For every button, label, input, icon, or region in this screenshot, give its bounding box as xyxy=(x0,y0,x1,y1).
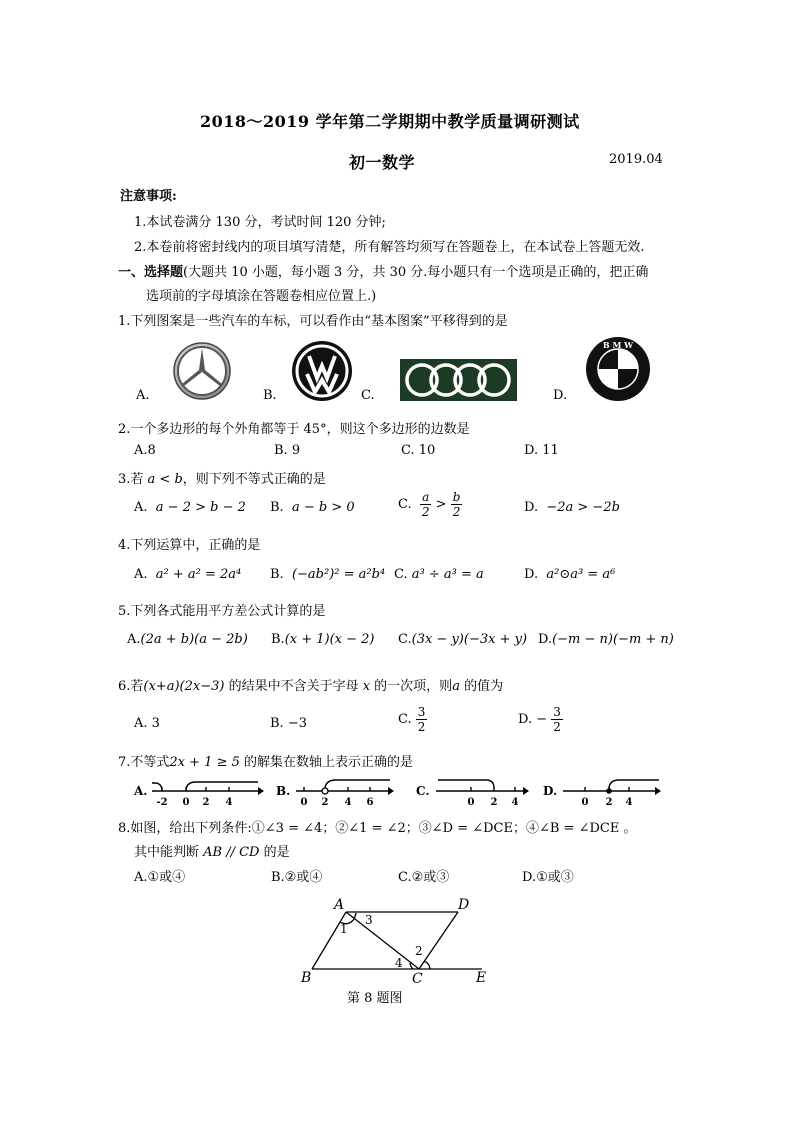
bmw-logo-icon xyxy=(585,336,651,402)
q5-option-c-label: C. xyxy=(398,632,412,647)
note-item-2: 2.本卷前将密封线内的项目填写清楚，所有解答均须写在答题卷上，在本试卷上答题无效. xyxy=(134,240,645,255)
angle-3-label: 3 xyxy=(365,913,373,927)
q8-option-a[interactable]: A.①或④ xyxy=(134,870,186,885)
q3-stem-suffix: ，则下列不等式正确的是 xyxy=(182,472,326,487)
question-7-stem xyxy=(118,751,413,770)
q8-geometry-figure xyxy=(296,893,496,983)
q7b-tick-1: 0 xyxy=(300,797,308,808)
q3-option-b-expr: a − b > 0 xyxy=(291,500,355,515)
q8-stem-line2-suffix: 的是 xyxy=(259,845,290,860)
q7a-tick-4: 4 xyxy=(225,797,233,808)
q7-option-c-number-line xyxy=(416,774,531,808)
q4-option-c-label: C. xyxy=(394,567,408,582)
q8-stem-line2-math: AB // CD xyxy=(203,845,260,860)
q7b-tick-4: 6 xyxy=(366,797,374,808)
q4-option-c[interactable] xyxy=(394,567,484,582)
question-8-stem-line2 xyxy=(134,841,290,860)
point-b-label: B xyxy=(301,970,312,983)
section1-desc-line2: 选项前的字母填涂在答题卷相应位置上.) xyxy=(146,289,377,304)
q7-option-c-label: C. xyxy=(416,784,430,798)
q5-option-a[interactable] xyxy=(127,632,248,647)
volkswagen-logo-icon xyxy=(291,340,353,402)
exam-date: 2019.04 xyxy=(609,152,663,167)
q6-stem-mid: 的结果中不含关于字母 xyxy=(224,679,363,694)
bmw-logo-text: B M W xyxy=(602,340,634,350)
q3-option-a-expr: a − 2 > b − 2 xyxy=(155,500,246,515)
q3-option-b-label: B. xyxy=(270,500,284,515)
question-4-stem: 4.下列运算中，正确的是 xyxy=(118,538,261,553)
q5-option-d-label: D. xyxy=(538,632,553,647)
angle-4-label: 4 xyxy=(395,956,403,970)
q5-option-a-label: A. xyxy=(127,632,141,647)
question-5-stem: 5.下列各式能用平方差公式计算的是 xyxy=(118,604,326,619)
q1-option-c[interactable]: C. xyxy=(361,388,375,403)
q7-stem-prefix: 7.不等式 xyxy=(118,755,170,770)
q6-option-d-label: D. − xyxy=(518,712,548,727)
section1-prefix: 一、 xyxy=(118,265,145,280)
q6-option-b[interactable]: B. −3 xyxy=(270,716,307,731)
q7-option-d[interactable] xyxy=(543,774,663,808)
q3-option-b[interactable] xyxy=(270,500,355,515)
point-d-label: D xyxy=(458,897,470,913)
q3-option-d[interactable] xyxy=(524,500,620,515)
q7a-tick-3: 2 xyxy=(202,797,210,808)
question-2-stem: 2.一个多边形的每个外角都等于 45°，则这个多边形的边数是 xyxy=(118,422,470,437)
q7-option-a[interactable] xyxy=(134,774,264,808)
q7c-tick-2: 2 xyxy=(490,797,498,808)
q2-option-b[interactable]: B. 9 xyxy=(274,443,301,458)
q1-option-a[interactable]: A. xyxy=(136,388,150,403)
q5-option-d-expr: (−m − n)(−m + n) xyxy=(552,632,674,647)
angle-1-label: 1 xyxy=(340,922,348,936)
q6-stem-math: (x+a)(2x−3) xyxy=(143,679,225,694)
q4-option-c-expr: a³ ÷ a³ = a xyxy=(411,567,484,582)
question-6-stem xyxy=(118,675,503,694)
q7-option-c[interactable] xyxy=(416,774,531,808)
q4-option-a[interactable] xyxy=(134,567,241,582)
q3-option-c-frac-b: $\frac{b}{2}$ xyxy=(452,490,461,519)
q7-option-a-number-line xyxy=(134,774,264,808)
q5-option-c[interactable] xyxy=(398,632,527,647)
q2-option-d[interactable]: D. 11 xyxy=(524,443,559,458)
q7d-tick-1: 0 xyxy=(581,797,589,808)
q7-stem-math: 2x + 1 ≥ 5 xyxy=(169,755,240,770)
q8-stem-line2-prefix: 其中能判断 xyxy=(134,845,204,860)
q3-stem-prefix: 3.若 xyxy=(118,472,148,487)
q5-option-a-expr: (2a + b)(a − 2b) xyxy=(140,632,248,647)
q4-option-a-expr: a² + a² = 2a⁴ xyxy=(155,567,242,582)
q5-option-b-label: B. xyxy=(271,632,285,647)
point-c-label: C xyxy=(412,971,423,983)
q7-option-d-label: D. xyxy=(543,784,558,798)
q3-option-c[interactable] xyxy=(398,490,462,519)
q7b-tick-3: 4 xyxy=(344,797,352,808)
q8-option-c[interactable]: C.②或③ xyxy=(398,870,450,885)
q2-option-c[interactable]: C. 10 xyxy=(401,443,436,458)
q6-option-c-frac: $\frac{3}{2}$ xyxy=(417,705,426,734)
q3-option-c-op: > xyxy=(435,497,447,512)
q3-option-a-label: A. xyxy=(134,500,148,515)
point-e-label: E xyxy=(476,970,487,983)
q5-option-d[interactable] xyxy=(538,632,674,647)
q7c-tick-1: 0 xyxy=(467,797,475,808)
section1-desc-line1: (大题共 10 小题，每小题 3 分，共 30 分.每小题只有一个选项是正确的，把正确 xyxy=(183,265,649,280)
q6-option-d-frac: $\frac{3}{2}$ xyxy=(553,705,561,734)
q7-stem-suffix: 的解集在数轴上表示正确的是 xyxy=(239,755,414,770)
q2-option-a[interactable]: A.8 xyxy=(134,443,156,458)
q7-option-b-label: B. xyxy=(276,784,291,798)
q7-option-d-number-line xyxy=(543,774,663,808)
q7-option-b[interactable] xyxy=(276,774,396,808)
q4-option-d-expr: a²⊙a³ = a⁶ xyxy=(546,567,616,582)
q7c-tick-3: 4 xyxy=(511,797,519,808)
mercedes-logo-icon xyxy=(172,341,232,401)
q6-stem-suffix: 的值为 xyxy=(459,679,504,694)
q6-option-c[interactable] xyxy=(398,705,427,734)
audi-rings-logo-icon xyxy=(400,359,517,401)
q5-option-c-expr: (3x − y)(−3x + y) xyxy=(411,632,528,647)
question-1-stem: 1.下列图案是一些汽车的车标，可以看作由“基本图案”平移得到的是 xyxy=(118,314,508,329)
q1-option-d[interactable]: D. xyxy=(553,388,568,403)
q8-option-b[interactable]: B.②或④ xyxy=(271,870,323,885)
q3-option-c-label: C. xyxy=(398,497,412,512)
q3-option-d-expr: −2a > −2b xyxy=(546,500,620,515)
q4-option-d[interactable] xyxy=(524,567,615,582)
subject-title: 初一数学 xyxy=(349,153,416,172)
q5-option-b-expr: (x + 1)(x − 2) xyxy=(284,632,375,647)
q7a-tick-1: -2 xyxy=(156,797,168,808)
q6-stem-prefix: 6.若 xyxy=(118,679,144,694)
q3-option-c-frac-a: $\frac{a}{2}$ xyxy=(421,490,430,519)
q4-option-a-label: A. xyxy=(134,567,148,582)
q7b-tick-2: 2 xyxy=(321,797,329,808)
q3-option-d-label: D. xyxy=(524,500,539,515)
q7d-tick-3: 4 xyxy=(625,797,633,808)
q6-stem-var: x xyxy=(362,679,371,694)
q4-option-b-label: B. xyxy=(270,567,284,582)
section1-heading xyxy=(118,261,648,280)
q4-option-d-label: D. xyxy=(524,567,539,582)
q4-option-b[interactable] xyxy=(270,567,385,582)
q3-option-a[interactable] xyxy=(134,500,246,515)
section1-title: 选择题 xyxy=(144,265,184,280)
q7-option-b-number-line xyxy=(276,774,396,808)
question-3-stem xyxy=(118,468,326,487)
q7a-tick-2: 0 xyxy=(182,797,190,808)
q6-stem-var2: a xyxy=(452,679,460,694)
q8-figure-caption: 第 8 题图 xyxy=(347,991,403,1006)
q8-option-d[interactable]: D.①或③ xyxy=(522,870,574,885)
q7-option-a-label: A. xyxy=(134,784,148,798)
exam-title: 2018～2019 学年第二学期期中教学质量调研测试 xyxy=(200,112,580,131)
notes-heading: 注意事项: xyxy=(120,189,177,204)
q6-option-c-label: C. xyxy=(398,712,412,727)
q5-option-b[interactable] xyxy=(271,632,375,647)
q1-option-b[interactable]: B. xyxy=(263,388,277,403)
q3-stem-math: a < b xyxy=(147,472,183,487)
note-item-1: 1.本试卷满分 130 分，考试时间 120 分钟; xyxy=(134,215,386,230)
q6-stem-mid2: 的一次项，则 xyxy=(370,679,453,694)
point-a-label: A xyxy=(334,897,345,913)
question-8-stem-line1: 8.如图，给出下列条件:①∠3 = ∠4；②∠1 = ∠2；③∠D = ∠DCE；④∠B = ∠DCE 。 xyxy=(118,821,637,836)
q7d-tick-2: 2 xyxy=(605,797,613,808)
q4-option-b-expr: (−ab²)² = a²b⁴ xyxy=(291,567,386,582)
q6-option-d[interactable] xyxy=(518,705,563,734)
angle-2-label: 2 xyxy=(415,944,423,958)
q6-option-a[interactable]: A. 3 xyxy=(134,716,160,731)
